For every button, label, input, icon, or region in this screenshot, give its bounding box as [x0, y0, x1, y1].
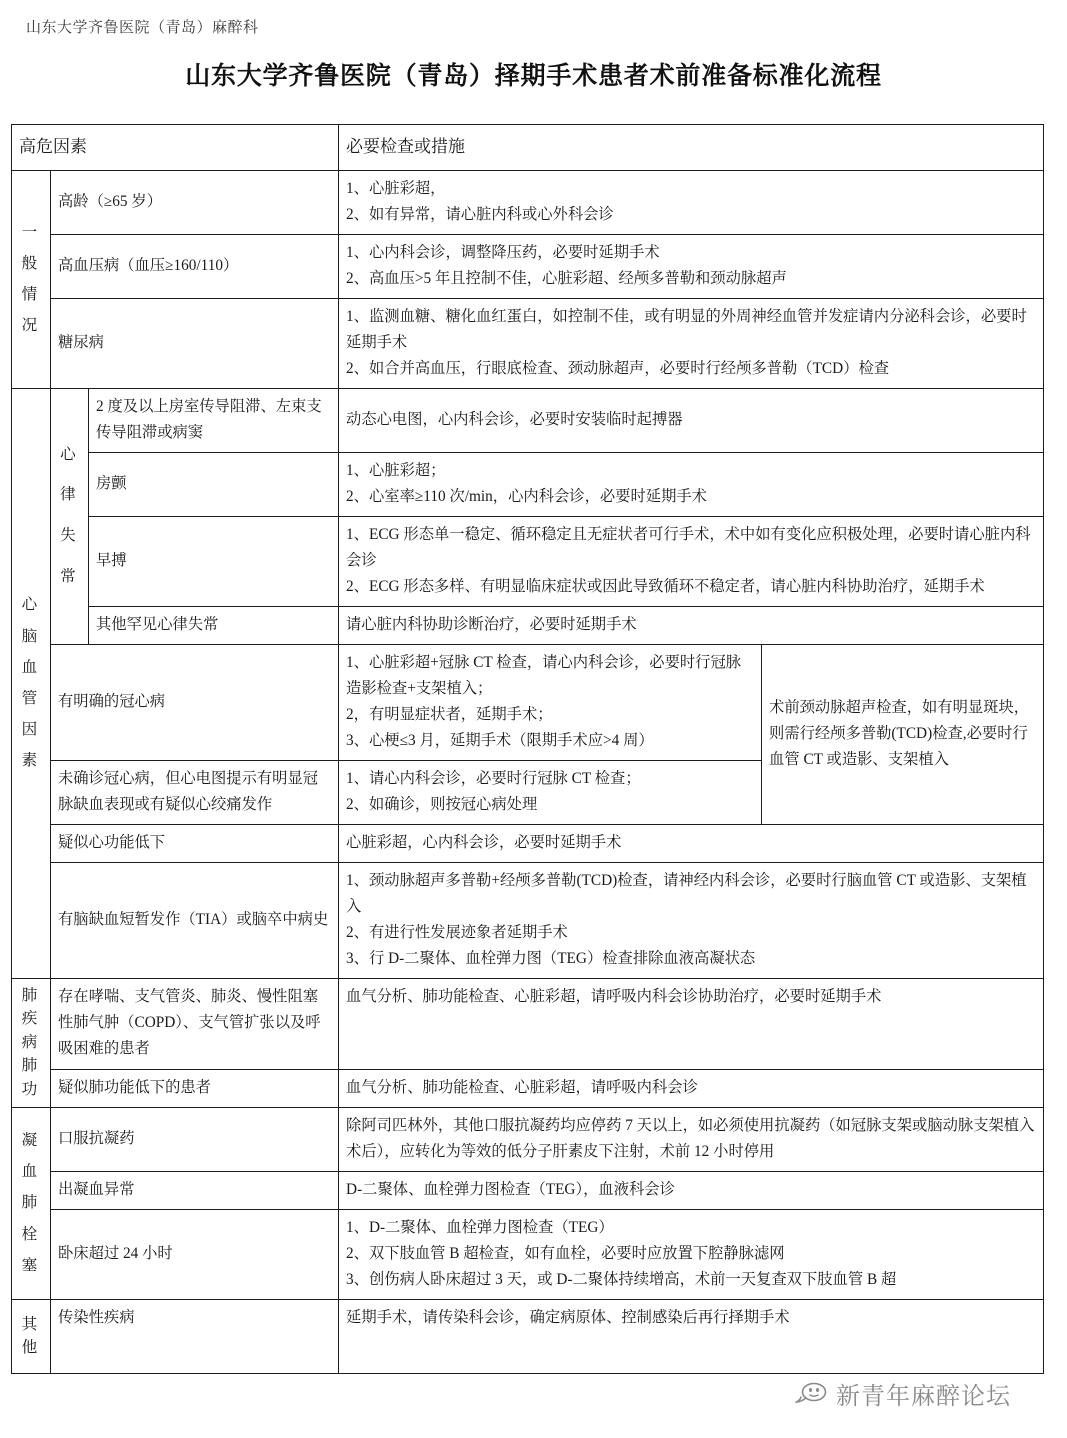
preoperative-preparation-table — [11, 124, 1044, 1374]
factor-cell: 有明确的冠心病 — [51, 645, 339, 761]
group-label-pulmonary: 肺疾病肺功 — [12, 979, 51, 1108]
measure-cell: 1、颈动脉超声多普勒+经颅多普勒(TCD)检查，请神经内科会诊，必要时行脑血管 CT 或造影、支架植入 2、有进行性发展迹象者延期手术 3、行 D-二聚体、血栓弹力图（TEG）检查排除血液高凝状态 — [339, 863, 1044, 979]
measure-cell: 1、心脏彩超， 2、如有异常，请心脏内科或心外科会诊 — [339, 171, 1044, 235]
table-row — [12, 607, 1044, 645]
table-row — [12, 645, 1044, 761]
factor-cell: 高龄（≥65 岁） — [51, 171, 339, 235]
measure-cell: 1、请心内科会诊，必要时行冠脉 CT 检查； 2、如确诊，则按冠心病处理 — [339, 761, 762, 825]
table-row — [12, 453, 1044, 517]
table-row — [12, 979, 1044, 1070]
measure-cell: 1、心脏彩超； 2、心室率≥110 次/min，心内科会诊，必要时延期手术 — [339, 453, 1044, 517]
factor-cell: 糖尿病 — [51, 299, 339, 389]
factor-cell: 存在哮喘、支气管炎、肺炎、慢性阻塞性肺气肿（COPD）、支气管扩张以及呼吸困难的患者 — [51, 979, 339, 1070]
measure-note-cell: 术前颈动脉超声检查，如有明显斑块，则需行经颅多普勒(TCD)检查,必要时行血管 CT 或造影、支架植入 — [762, 645, 1044, 825]
factor-cell: 疑似心功能低下 — [51, 825, 339, 863]
table-row — [12, 517, 1044, 607]
measure-cell: D-二聚体、血栓弹力图检查（TEG），血液科会诊 — [339, 1172, 1044, 1210]
measure-cell: 1、ECG 形态单一稳定、循环稳定且无症状者可行手术，术中如有变化应积极处理，必要时请心脏内科会诊 2、ECG 形态多样、有明显临床症状或因此导致循环不稳定者，请心脏内科协助治疗，延期手术 — [339, 517, 1044, 607]
measure-cell: 动态心电图，心内科会诊，必要时安装临时起搏器 — [339, 389, 1044, 453]
measure-cell: 心脏彩超，心内科会诊，必要时延期手术 — [339, 825, 1044, 863]
watermark-label: 新青年麻醉论坛 — [836, 1383, 1011, 1410]
table-row — [12, 1108, 1044, 1172]
subgroup-label-arrhythmia: 心律失常 — [51, 389, 89, 645]
speech-bubble-smiley-icon — [795, 1381, 829, 1407]
factor-cell: 高血压病（血压≥160/110） — [51, 235, 339, 299]
measure-cell: 1、心脏彩超+冠脉 CT 检查，请心内科会诊，必要时行冠脉造影检查+支架植入； 2，有明显症状者，延期手术； 3、心梗≤3 月，延期手术（限期手术应>4 周） — [339, 645, 762, 761]
measure-cell: 血气分析、肺功能检查、心脏彩超，请呼吸内科会诊 — [339, 1069, 1044, 1107]
table-header-row — [12, 125, 1044, 171]
group-label-cardio-cerebrovascular: 心脑血管因素 — [12, 389, 51, 979]
column-header-measures: 必要检查或措施 — [339, 125, 1044, 171]
factor-cell: 出凝血异常 — [51, 1172, 339, 1210]
column-header-risk-factor: 高危因素 — [12, 125, 339, 171]
department-header: 山东大学齐鲁医院（青岛）麻醉科 — [26, 20, 259, 36]
group-label-general: 一般情况 — [12, 171, 51, 389]
factor-cell: 房颤 — [89, 453, 339, 517]
group-label-other: 其他 — [12, 1300, 51, 1374]
factor-cell: 未确诊冠心病，但心电图提示有明显冠脉缺血表现或有疑似心绞痛发作 — [51, 761, 339, 825]
table-row — [12, 1172, 1044, 1210]
table-row — [12, 235, 1044, 299]
measure-cell: 血气分析、肺功能检查、心脏彩超，请呼吸内科会诊协助治疗，必要时延期手术 — [339, 979, 1044, 1070]
factor-cell: 传染性疾病 — [51, 1300, 339, 1374]
measure-cell: 1、监测血糖、糖化血红蛋白，如控制不佳，或有明显的外周神经血管并发症请内分泌科会诊，必要时延期手术 2、如合并高血压，行眼底检查、颈动脉超声，必要时行经颅多普勒（TCD）检查 — [339, 299, 1044, 389]
measure-cell: 延期手术，请传染科会诊，确定病原体、控制感染后再行择期手术 — [339, 1300, 1044, 1374]
factor-cell: 有脑缺血短暂发作（TIA）或脑卒中病史 — [51, 863, 339, 979]
table-row — [12, 825, 1044, 863]
group-label-coagulation: 凝血肺栓塞 — [12, 1108, 51, 1300]
table-row — [12, 1210, 1044, 1300]
measure-cell: 请心脏内科协助诊断治疗，必要时延期手术 — [339, 607, 1044, 645]
table-row — [12, 299, 1044, 389]
factor-cell: 早搏 — [89, 517, 339, 607]
table-row — [12, 1069, 1044, 1107]
factor-cell: 疑似肺功能低下的患者 — [51, 1069, 339, 1107]
factor-cell: 其他罕见心律失常 — [89, 607, 339, 645]
factor-cell: 卧床超过 24 小时 — [51, 1210, 339, 1300]
table-row — [12, 389, 1044, 453]
table-row — [12, 1300, 1044, 1374]
measure-cell: 1、心内科会诊，调整降压药，必要时延期手术 2、高血压>5 年且控制不佳，心脏彩超、经颅多普勒和颈动脉超声 — [339, 235, 1044, 299]
forum-watermark — [795, 1376, 1011, 1411]
table-row — [12, 171, 1044, 235]
measure-cell: 除阿司匹林外，其他口服抗凝药均应停药 7 天以上，如必须使用抗凝药（如冠脉支架或脑动脉支架植入术后），应转化为等效的低分子肝素皮下注射，术前 12 小时停用 — [339, 1108, 1044, 1172]
factor-cell: 2 度及以上房室传导阻滞、左束支传导阻滞或病窦 — [89, 389, 339, 453]
measure-cell: 1、D-二聚体、血栓弹力图检查（TEG） 2、双下肢血管 B 超检查，如有血栓，必要时应放置下腔静脉滤网 3、创伤病人卧床超过 3 天，或 D-二聚体持续增高，术前一天复查双下肢血管 B 超 — [339, 1210, 1044, 1300]
table-row — [12, 863, 1044, 979]
factor-cell: 口服抗凝药 — [51, 1108, 339, 1172]
page-title: 山东大学齐鲁医院（青岛）择期手术患者术前准备标准化流程 — [185, 63, 882, 90]
